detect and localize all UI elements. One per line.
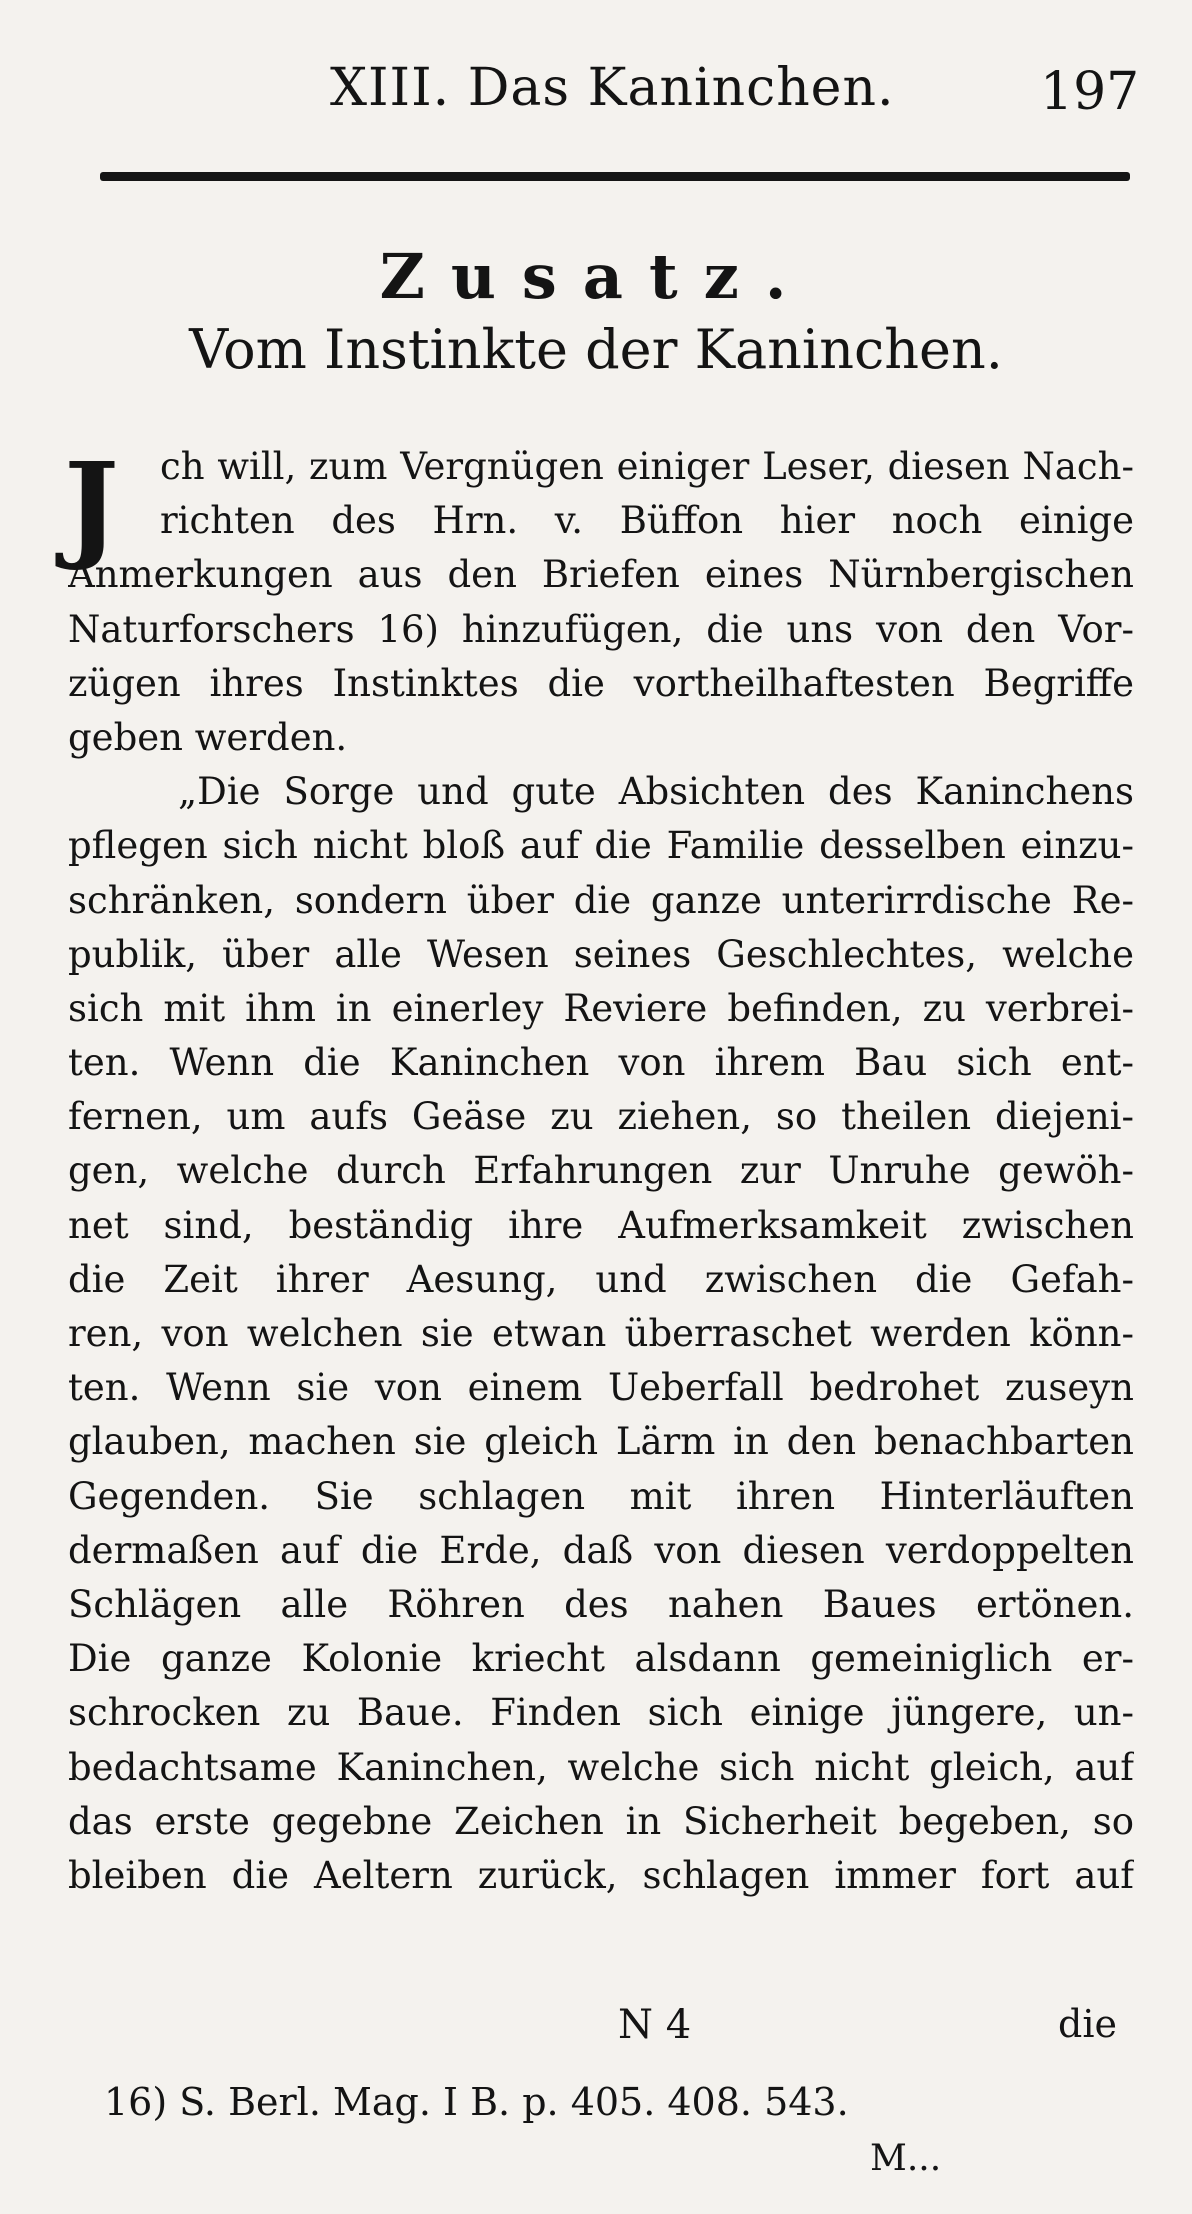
text-line: bleiben die Aeltern zurück, schlagen immer fort auf (68, 1853, 1134, 1897)
text-line: publik, über alle Wesen seines Geschlechtes, welche (68, 932, 1134, 976)
text-line: ch will, zum Vergnügen einiger Leser, diesen Nach- (160, 445, 1134, 488)
text-line: Die ganze Kolonie kriecht alsdann gemeiniglich er- (68, 1637, 1134, 1681)
text-line: ren, von welchen sie etwan überraschet werden könn- (68, 1312, 1134, 1355)
section-title: Zusatz. (379, 240, 813, 313)
text-line: net sind, beständig ihre Aufmerksamkeit zwischen (68, 1203, 1134, 1247)
text-line: Gegenden. Sie schlagen mit ihren Hinterläuften (68, 1474, 1134, 1518)
footnote-continuation: M... (870, 2138, 942, 2179)
signature-mark: N 4 (618, 2002, 692, 2048)
text-line: dermaßen auf die Erde, daß von diesen verdoppelten (68, 1528, 1134, 1572)
text-line: Naturforschers 16) hinzufügen, die uns von den Vor- (68, 607, 1134, 651)
text-line: schränken, sondern über die ganze unterirrdische Re- (68, 878, 1134, 922)
text-line: „Die Sorge und gute Absichten des Kaninchens (178, 770, 1134, 814)
text-line: ten. Wenn sie von einem Ueberfall bedrohet zuseyn (68, 1366, 1134, 1410)
text-line: das erste gegebne Zeichen in Sicherheit begeben, so (68, 1799, 1134, 1843)
text-line: sich mit ihm in einerley Reviere befinden, zu verbrei- (68, 986, 1134, 1030)
section-subtitle: Vom Instinkte der Kaninchen. (189, 318, 1003, 381)
text-line: richten des Hrn. v. Büffon hier noch einige (160, 499, 1134, 543)
text-line: geben werden. (68, 715, 348, 759)
text-line: gen, welche durch Erfahrungen zur Unruhe gewöh- (68, 1149, 1134, 1193)
footnote: 16) S. Berl. Mag. I B. p. 405. 408. 543. (104, 2080, 849, 2124)
text-line: Anmerkungen aus den Briefen eines Nürnbergischen (68, 553, 1134, 597)
catchword: die (1058, 2002, 1117, 2046)
text-line: glauben, machen sie gleich Lärm in den benachbarten (68, 1420, 1134, 1464)
drop-cap: J (64, 438, 119, 574)
text-line: Schlägen alle Röhren des nahen Baues ertönen. (68, 1582, 1134, 1626)
text-line: pflegen sich nicht bloß auf die Familie desselben einzu- (68, 824, 1134, 868)
page-number: 197 (1040, 62, 1140, 122)
text-line: die Zeit ihrer Aesung, und zwischen die Gefah- (68, 1257, 1134, 1301)
text-line: bedachtsame Kaninchen, welche sich nicht gleich, auf (68, 1745, 1134, 1789)
text-line: zügen ihres Instinktes die vortheilhaftesten Begriffe (68, 661, 1134, 705)
text-line: ten. Wenn die Kaninchen von ihrem Bau sich ent- (68, 1041, 1134, 1085)
body-text (68, 440, 1134, 1903)
running-head: XIII. Das Kaninchen. (330, 58, 895, 118)
text-line: schrocken zu Baue. Finden sich einige jüngere, un- (68, 1691, 1134, 1735)
text-line: fernen, um aufs Geäse zu ziehen, so theilen diejeni- (68, 1095, 1134, 1139)
header-rule (100, 172, 1130, 181)
